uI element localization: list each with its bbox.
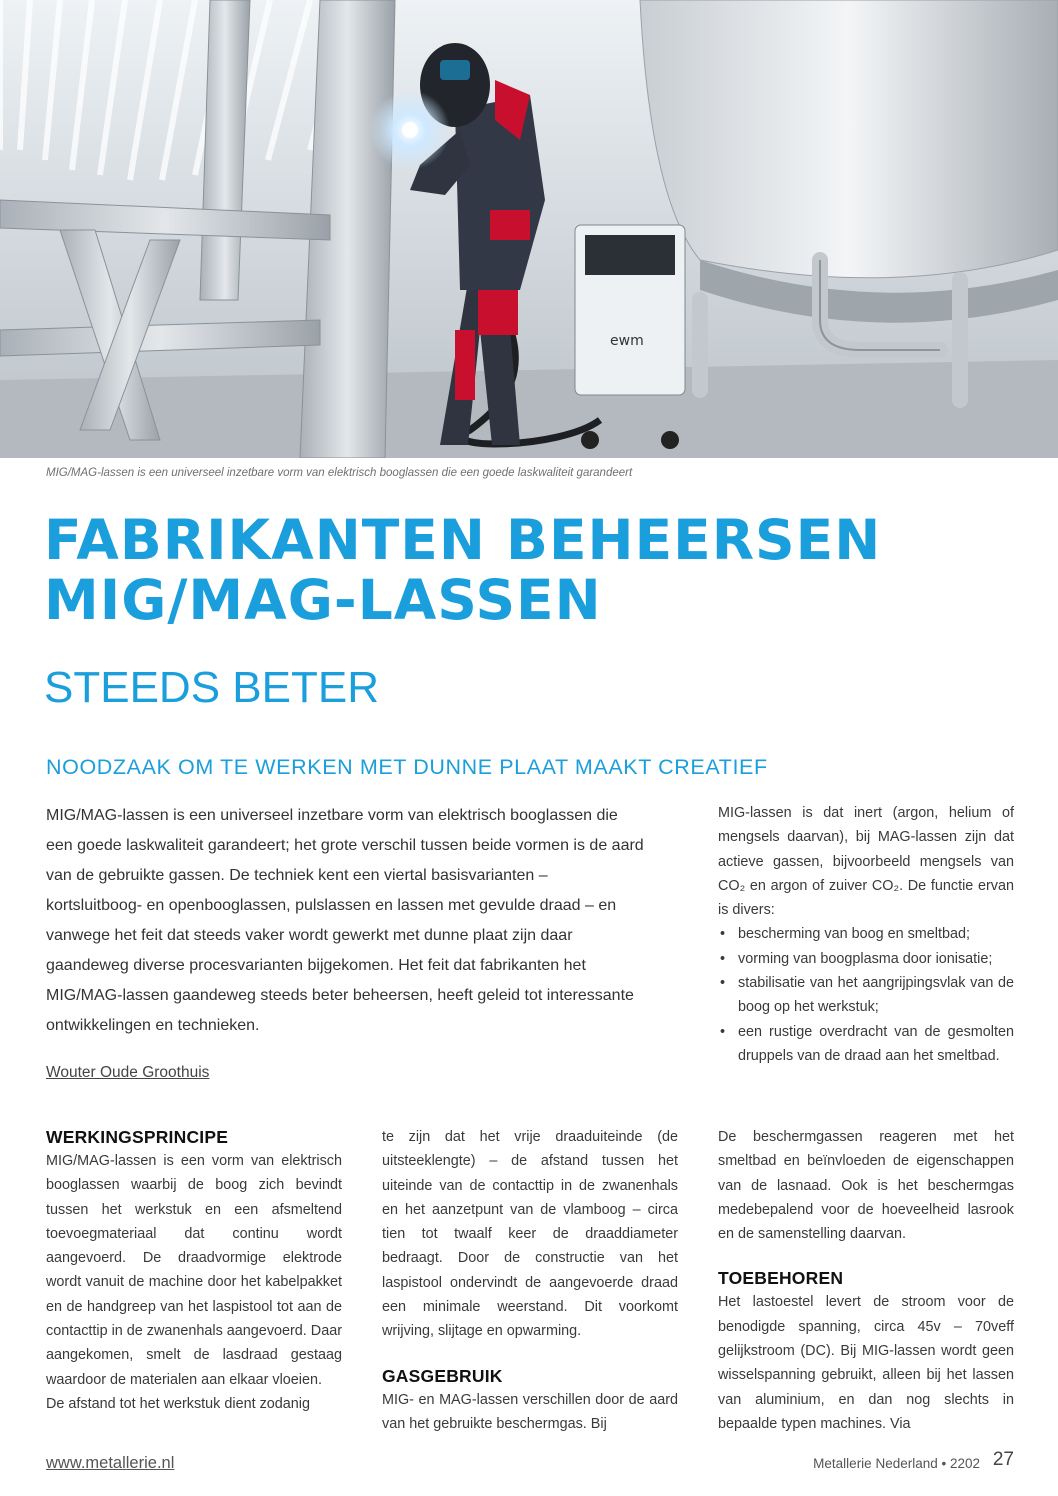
column-3-paragraph-2: Het lastoestel levert de stroom voor de benodigde spanning, circa 45v – 70veff gelijkstroom (DC). Bij MIG-lassen wordt geen wisselspanning gebruikt, alleen bij het lassen van aluminium, en dan nog slechts in bepaalde typen machines. Via — [718, 1294, 1014, 1432]
list-item: • bescherming van boog en smeltbad; — [718, 922, 1014, 946]
intro-paragraph: MIG/MAG-lassen is een universeel inzetbare vorm van elektrisch booglassen die een goede laskwaliteit garandeert; het grote verschil tussen beide vormen is de aard van de gebruikte gassen. De techniek kent een viertal basisvarianten – kortsluitboog- en openbooglassen, pulslassen en lassen met gevulde draad – en vanwege het feit dat steeds vaker wordt gewerkt met dunne plaat zijn daar gaandeweg diverse procesvarianten bijgekomen. Het feit dat fabrikanten het MIG/MAG-lassen gaandeweg steeds beter beheersen, heeft geleid tot interessante ontwikkelingen en technieken. — [46, 807, 644, 1034]
list-item: • vorming van boogplasma door ionisatie; — [718, 947, 1014, 971]
headline — [44, 510, 881, 630]
column-2-paragraph-2: MIG- en MAG-lassen verschillen door de aard van het gebruikte beschermgas. Bij — [382, 1391, 678, 1432]
right-top-text: MIG-lassen is dat inert (argon, helium of mengsels daarvan), bij MAG-lassen zijn dat actieve gassen, bijvoorbeeld mengsels van CO₂ en argon of zuiver CO₂. De functie ervan is divers: — [718, 805, 1014, 919]
website-link[interactable]: www.metallerie.nl — [46, 1454, 175, 1472]
column-1 — [46, 1125, 342, 1416]
section-heading-gasgebruik: GASGEBRUIK — [382, 1365, 503, 1386]
headline-line-3: STEEDS BETER — [44, 663, 379, 712]
magazine-issue: Metallerie Nederland • 2202 — [813, 1456, 980, 1471]
headline-line-2: MIG/MAG-LASSEN — [44, 568, 602, 632]
right-top-column — [718, 801, 1014, 1068]
column-2 — [382, 1125, 678, 1436]
photo-caption: MIG/MAG-lassen is een universeel inzetbare vorm van elektrisch booglassen die een goede laskwaliteit garandeert — [46, 467, 633, 479]
section-heading-werkingsprincipe: WERKINGSPRINCIPE — [46, 1127, 229, 1147]
welder-photo-illustration — [0, 0, 1058, 458]
column-3 — [718, 1125, 1014, 1436]
hero-photo — [0, 0, 1058, 458]
section-heading-toebehoren: TOEBEHOREN — [718, 1268, 844, 1289]
column-3-paragraph-1: De beschermgassen reageren met het smeltbad en beïnvloeden de eigenschappen van de lasnaad. Ook is het beschermgas medebepalend voor de hoeveelheid lasrook en de samenstelling daarvan. — [718, 1129, 1014, 1243]
subheadline: NOODZAAK OM TE WERKEN MET DUNNE PLAAT MAAKT CREATIEF — [46, 755, 768, 779]
author-byline: Wouter Oude Groothuis — [46, 1064, 210, 1081]
list-item: • stabilisatie van het aangrijpingsvlak van de boog op het werkstuk; — [718, 971, 1014, 1020]
function-list — [718, 922, 1014, 1068]
column-2-paragraph-1: te zijn dat het vrije draaduiteinde (de uitsteeklengte) – de afstand tussen het uiteinde van de contacttip in de zwanenhals en het aanzetpunt van de vlamboog – circa tien tot twaalf keer de draaddiameter bedraagt. Door de constructie van het laspistool ondervindt de aangevoerde draad een minimale weerstand. Dit voorkomt wrijving, slijtage en opwarming. — [382, 1129, 678, 1340]
svg-text:ewm: ewm — [610, 333, 644, 349]
headline-line-1: FABRIKANTEN BEHEERSEN — [44, 508, 882, 572]
page-number: 27 — [992, 1449, 1014, 1470]
list-item: • een rustige overdracht van de gesmolten druppels van de draad aan het smeltbad. — [718, 1020, 1014, 1069]
column-1-paragraph-1: MIG/MAG-lassen is een vorm van elektrisch booglassen waarbij de boog zich bevindt tussen het werkstuk en een afsmeltend toevoegmateriaal dat continu wordt aangevoerd. De draadvormige elektrode wordt vanuit de machine door het kabelpakket en de handgreep van het laspistool tot aan de contacttip in de zwanenhals aangevoerd. Daar aangekomen, smelt de lasdraad gestaag waardoor de materialen aan elkaar vloeien. — [46, 1153, 342, 1388]
column-1-paragraph-2: De afstand tot het werkstuk dient zodanig — [46, 1395, 310, 1412]
